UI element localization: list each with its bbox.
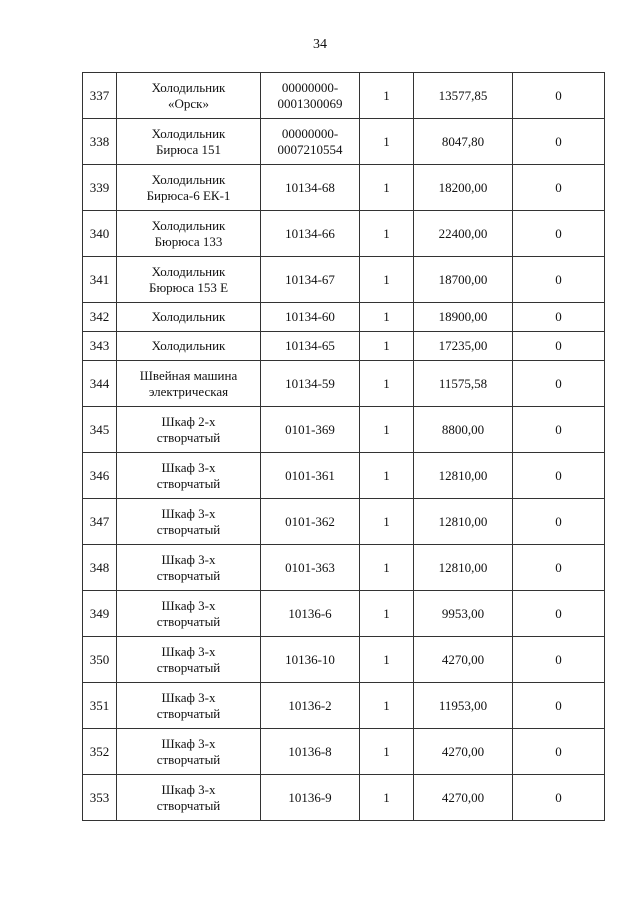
- cell-inventory-code: [261, 775, 360, 821]
- item-name-line-1: Холодильник: [151, 125, 226, 141]
- cell-quantity: 1: [360, 165, 414, 211]
- item-name-line-2: створчатый: [156, 751, 221, 767]
- item-name-line-1: Шкаф 3-х: [161, 597, 216, 613]
- cell-quantity: 1: [360, 499, 414, 545]
- cell-quantity: 1: [360, 775, 414, 821]
- cell-number: 351: [83, 683, 117, 729]
- cell-item-name: [117, 165, 261, 211]
- inventory-code-line-1: 0101-361: [285, 467, 335, 483]
- cell-price: 4270,00: [414, 729, 513, 775]
- cell-number: 345: [83, 407, 117, 453]
- inventory-code-line-1: 0101-369: [285, 421, 335, 437]
- cell-number: 353: [83, 775, 117, 821]
- item-name-line-1: Шкаф 3-х: [161, 735, 216, 751]
- cell-inventory-code: [261, 211, 360, 257]
- cell-inventory-code: [261, 165, 360, 211]
- cell-residual-value: 0: [513, 165, 605, 211]
- cell-inventory-code: [261, 73, 360, 119]
- cell-number: 338: [83, 119, 117, 165]
- item-name-line-2: створчатый: [156, 797, 221, 813]
- cell-item-name: [117, 545, 261, 591]
- inventory-code-line-1: 10134-60: [285, 309, 335, 324]
- cell-number: 340: [83, 211, 117, 257]
- cell-number: 337: [83, 73, 117, 119]
- cell-item-name: [117, 453, 261, 499]
- cell-price: 11575,58: [414, 361, 513, 407]
- cell-quantity: 1: [360, 361, 414, 407]
- inventory-code-line-1: 10134-66: [285, 225, 335, 241]
- cell-item-name: [117, 729, 261, 775]
- cell-item-name: [117, 591, 261, 637]
- table-row: [83, 729, 605, 775]
- cell-number: 352: [83, 729, 117, 775]
- cell-price: 12810,00: [414, 545, 513, 591]
- cell-inventory-code: [261, 591, 360, 637]
- item-name-line-1: Шкаф 3-х: [161, 551, 216, 567]
- cell-price: 18900,00: [414, 303, 513, 332]
- inventory-code-line-1: 0101-362: [285, 513, 335, 529]
- cell-number: 342: [83, 303, 117, 332]
- cell-item-name: [117, 332, 261, 361]
- cell-quantity: 1: [360, 729, 414, 775]
- cell-residual-value: 0: [513, 637, 605, 683]
- table-row: [83, 683, 605, 729]
- cell-number: 349: [83, 591, 117, 637]
- inventory-code-line-1: 00000000-: [281, 79, 339, 95]
- table-row: [83, 257, 605, 303]
- table-row: [83, 165, 605, 211]
- cell-price: 12810,00: [414, 453, 513, 499]
- cell-price: 11953,00: [414, 683, 513, 729]
- item-name-line-2: створчатый: [156, 567, 221, 583]
- cell-item-name: [117, 637, 261, 683]
- inventory-code-line-1: 10134-59: [285, 375, 335, 391]
- inventory-code-line-1: 0101-363: [285, 559, 335, 575]
- item-name-line-2: створчатый: [156, 659, 221, 675]
- table-row: [83, 332, 605, 361]
- cell-quantity: 1: [360, 683, 414, 729]
- cell-item-name: [117, 499, 261, 545]
- cell-inventory-code: [261, 332, 360, 361]
- cell-residual-value: 0: [513, 591, 605, 637]
- item-name-line-2: Бюрюса 133: [154, 233, 223, 249]
- inventory-code-line-1: 00000000-: [281, 125, 339, 141]
- cell-price: 4270,00: [414, 775, 513, 821]
- inventory-code-line-1: 10134-65: [285, 338, 335, 353]
- item-name-line-1: Шкаф 3-х: [161, 781, 216, 797]
- cell-price: 22400,00: [414, 211, 513, 257]
- item-name-line-1: Холодильник: [151, 171, 226, 187]
- cell-price: 12810,00: [414, 499, 513, 545]
- table-row: [83, 453, 605, 499]
- cell-item-name: [117, 211, 261, 257]
- cell-item-name: [117, 775, 261, 821]
- item-name-line-2: створчатый: [156, 429, 221, 445]
- cell-quantity: 1: [360, 119, 414, 165]
- cell-quantity: 1: [360, 211, 414, 257]
- item-name-line-2: створчатый: [156, 475, 221, 491]
- cell-inventory-code: [261, 361, 360, 407]
- item-name-line-2: Бюрюса 153 Е: [148, 279, 229, 295]
- cell-quantity: 1: [360, 257, 414, 303]
- cell-residual-value: 0: [513, 775, 605, 821]
- cell-number: 350: [83, 637, 117, 683]
- cell-item-name: [117, 73, 261, 119]
- cell-residual-value: 0: [513, 545, 605, 591]
- item-name-line-2: Бирюса 151: [155, 141, 222, 157]
- cell-residual-value: 0: [513, 683, 605, 729]
- item-name-line-1: Холодильник: [151, 79, 226, 95]
- cell-residual-value: 0: [513, 73, 605, 119]
- table-row: [83, 119, 605, 165]
- item-name-line-1: Шкаф 3-х: [161, 505, 216, 521]
- item-name-line-2: Бирюса-6 ЕК-1: [146, 187, 231, 203]
- cell-price: 9953,00: [414, 591, 513, 637]
- cell-price: 13577,85: [414, 73, 513, 119]
- inventory-code-line-1: 10136-9: [288, 789, 332, 805]
- cell-number: 344: [83, 361, 117, 407]
- cell-residual-value: 0: [513, 257, 605, 303]
- cell-inventory-code: [261, 303, 360, 332]
- table-row: [83, 499, 605, 545]
- item-name-line-1: Холодильник: [151, 309, 226, 324]
- item-name-line-1: Шкаф 2-х: [161, 413, 216, 429]
- table-row: [83, 361, 605, 407]
- item-name-line-2: электрическая: [148, 383, 229, 399]
- inventory-code-line-1: 10136-6: [288, 605, 332, 621]
- inventory-code-line-2: 0007210554: [277, 141, 343, 157]
- cell-price: 17235,00: [414, 332, 513, 361]
- cell-quantity: 1: [360, 303, 414, 332]
- table-row: [83, 211, 605, 257]
- cell-item-name: [117, 407, 261, 453]
- item-name-line-1: Холодильник: [151, 217, 226, 233]
- item-name-line-1: Холодильник: [151, 263, 226, 279]
- cell-quantity: 1: [360, 332, 414, 361]
- inventory-code-line-1: 10136-10: [285, 651, 335, 667]
- cell-item-name: [117, 361, 261, 407]
- cell-inventory-code: [261, 453, 360, 499]
- item-name-line-1: Шкаф 3-х: [161, 643, 216, 659]
- cell-price: 18200,00: [414, 165, 513, 211]
- cell-quantity: 1: [360, 73, 414, 119]
- cell-residual-value: 0: [513, 211, 605, 257]
- inventory-code-line-1: 10134-67: [285, 271, 335, 287]
- cell-number: 348: [83, 545, 117, 591]
- cell-number: 347: [83, 499, 117, 545]
- cell-item-name: [117, 683, 261, 729]
- item-name-line-2: створчатый: [156, 521, 221, 537]
- inventory-code-line-1: 10136-8: [288, 743, 332, 759]
- cell-residual-value: 0: [513, 453, 605, 499]
- cell-quantity: 1: [360, 637, 414, 683]
- cell-residual-value: 0: [513, 361, 605, 407]
- table-row: [83, 637, 605, 683]
- cell-item-name: [117, 303, 261, 332]
- cell-number: 346: [83, 453, 117, 499]
- cell-price: 18700,00: [414, 257, 513, 303]
- table-body: [83, 73, 605, 821]
- cell-quantity: 1: [360, 453, 414, 499]
- table-row: [83, 73, 605, 119]
- item-name-line-1: Швейная машина: [139, 367, 238, 383]
- cell-item-name: [117, 257, 261, 303]
- inventory-code-line-1: 10134-68: [285, 179, 335, 195]
- table-row: [83, 591, 605, 637]
- cell-residual-value: 0: [513, 332, 605, 361]
- item-name-line-1: Шкаф 3-х: [161, 689, 216, 705]
- cell-quantity: 1: [360, 591, 414, 637]
- cell-residual-value: 0: [513, 499, 605, 545]
- cell-quantity: 1: [360, 545, 414, 591]
- cell-price: 4270,00: [414, 637, 513, 683]
- table-row: [83, 545, 605, 591]
- cell-price: 8047,80: [414, 119, 513, 165]
- cell-residual-value: 0: [513, 729, 605, 775]
- cell-inventory-code: [261, 545, 360, 591]
- cell-inventory-code: [261, 683, 360, 729]
- page-number: 34: [313, 37, 327, 52]
- cell-inventory-code: [261, 119, 360, 165]
- cell-price: 8800,00: [414, 407, 513, 453]
- table-row: [83, 303, 605, 332]
- item-name-line-2: створчатый: [156, 705, 221, 721]
- cell-inventory-code: [261, 407, 360, 453]
- table-row: [83, 775, 605, 821]
- cell-residual-value: 0: [513, 407, 605, 453]
- inventory-code-line-1: 10136-2: [288, 697, 332, 713]
- table-row: [83, 407, 605, 453]
- cell-residual-value: 0: [513, 303, 605, 332]
- cell-inventory-code: [261, 499, 360, 545]
- item-name-line-2: створчатый: [156, 613, 221, 629]
- item-name-line-1: Шкаф 3-х: [161, 459, 216, 475]
- cell-inventory-code: [261, 729, 360, 775]
- item-name-line-2: «Орск»: [168, 95, 209, 111]
- cell-number: 341: [83, 257, 117, 303]
- cell-quantity: 1: [360, 407, 414, 453]
- cell-item-name: [117, 119, 261, 165]
- cell-inventory-code: [261, 637, 360, 683]
- cell-number: 343: [83, 332, 117, 361]
- cell-residual-value: 0: [513, 119, 605, 165]
- item-name-line-1: Холодильник: [151, 338, 226, 353]
- cell-number: 339: [83, 165, 117, 211]
- cell-inventory-code: [261, 257, 360, 303]
- inventory-code-line-2: 0001300069: [277, 95, 343, 111]
- inventory-table: [82, 72, 605, 821]
